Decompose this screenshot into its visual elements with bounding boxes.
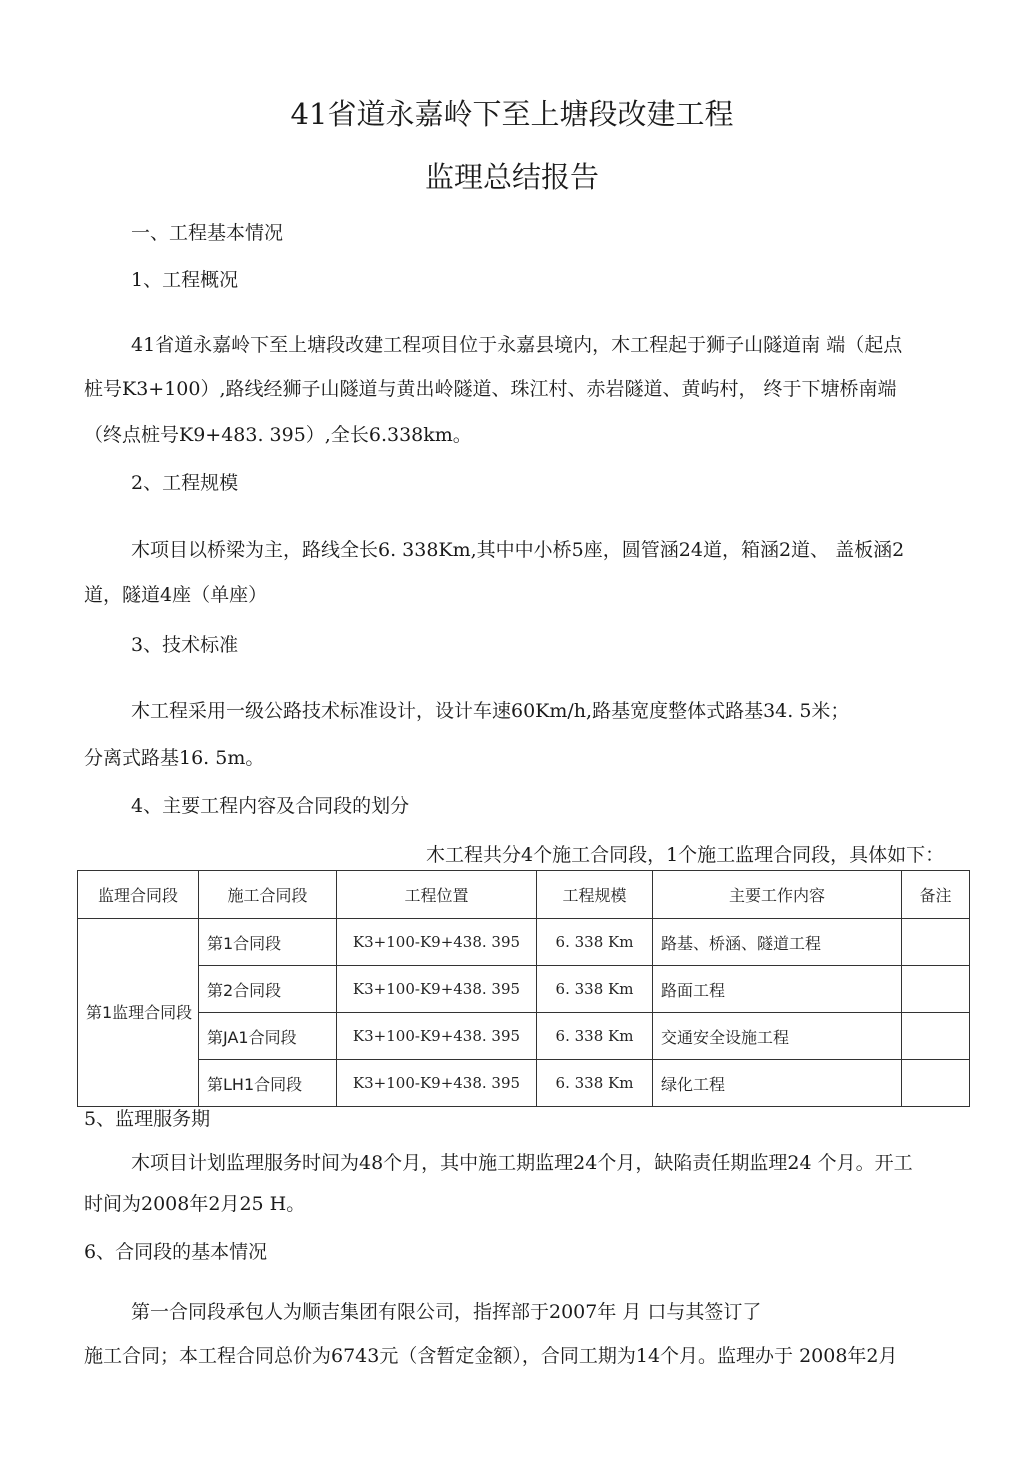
location-cell: K3+100-K9+438. 395 [337, 1060, 537, 1107]
table-row [78, 1013, 970, 1060]
location-cell: K3+100-K9+438. 395 [337, 966, 537, 1013]
table-row [78, 1060, 970, 1107]
paragraph-line: 木项目计划监理服务时间为48个月，其中施工期监理24个月，缺陷责任期监理24 个月。开工 [131, 1152, 913, 1174]
scale-cell: 6. 338 Km [537, 919, 653, 966]
column-header: 主要工作内容 [653, 871, 902, 919]
scale-cell: 6. 338 Km [537, 966, 653, 1013]
document-title: 41省道永嘉岭下至上塘段改建工程 [290, 97, 734, 131]
content-cell: 交通安全设施工程 [653, 1013, 902, 1060]
table-header-row [78, 871, 970, 919]
column-header: 工程位置 [337, 871, 537, 919]
scale-cell: 6. 338 Km [537, 1060, 653, 1107]
remark-cell [902, 966, 970, 1013]
document-subtitle: 监理总结报告 [424, 160, 599, 194]
subsection-heading: 3、技术标准 [131, 634, 239, 656]
contract-table [77, 870, 970, 1107]
content-cell: 绿化工程 [653, 1060, 902, 1107]
paragraph-line: 道，隧道4座（单座） [84, 584, 268, 606]
column-header: 备注 [902, 871, 970, 919]
paragraph-line: 时间为2008年2月25 H。 [84, 1193, 306, 1215]
section-heading: 一、工程基本情况 [131, 222, 284, 244]
location-cell: K3+100-K9+438. 395 [337, 1013, 537, 1060]
subsection-heading: 5、监理服务期 [84, 1108, 211, 1130]
subsection-heading: 4、主要工程内容及合同段的划分 [131, 795, 410, 817]
subsection-heading: 1、工程概况 [131, 269, 239, 291]
table-row [78, 919, 970, 966]
paragraph-line: 桩号K3+100）,路线经狮子山隧道与黄出岭隧道、珠江村、赤岩隧道、黄屿村， 终于下塘桥南端 [84, 378, 897, 400]
remark-cell [902, 1013, 970, 1060]
contract-cell: 第2合同段 [199, 966, 337, 1013]
scale-cell: 6. 338 Km [537, 1013, 653, 1060]
paragraph-line: 木工程采用一级公路技术标准设计，设计车速60Km/h,路基宽度整体式路基34. 5米； [131, 700, 850, 722]
subsection-heading: 6、合同段的基本情况 [84, 1241, 268, 1263]
contract-cell: 第1合同段 [199, 919, 337, 966]
table-intro: 木工程共分4个施工合同段，1个施工监理合同段，具体如下： [426, 844, 945, 866]
content-cell: 路基、桥涵、隧道工程 [653, 919, 902, 966]
table-row [78, 966, 970, 1013]
contract-cell: 第LH1合同段 [199, 1060, 337, 1107]
contract-cell: 第JA1合同段 [199, 1013, 337, 1060]
column-header: 施工合同段 [199, 871, 337, 919]
paragraph-line: 第一合同段承包人为顺吉集团有限公司，指挥部于2007年 月 口与其签订了 [131, 1301, 762, 1323]
content-cell: 路面工程 [653, 966, 902, 1013]
paragraph-line: 木项目以桥梁为主，路线全长6. 338Km,其中中小桥5座，圆管涵24道，箱涵2道、 盖板涵2 [131, 539, 905, 561]
remark-cell [902, 919, 970, 966]
column-header: 监理合同段 [78, 871, 199, 919]
paragraph-line: （终点桩号K9+483. 395）,全长6.338km。 [84, 424, 472, 446]
subsection-heading: 2、工程规模 [131, 472, 239, 494]
remark-cell [902, 1060, 970, 1107]
paragraph-line: 41省道永嘉岭下至上塘段改建工程项目位于永嘉县境内，木工程起于狮子山隧道南 端（起点 [131, 334, 903, 356]
column-header: 工程规模 [537, 871, 653, 919]
paragraph-line: 施工合同；本工程合同总价为6743元（含暂定金额），合同工期为14个月。监理办于 2008年2月 [84, 1345, 898, 1367]
supervision-contract-cell: 第1监理合同段 [78, 919, 199, 1107]
paragraph-line: 分离式路基16. 5m。 [84, 747, 265, 769]
location-cell: K3+100-K9+438. 395 [337, 919, 537, 966]
